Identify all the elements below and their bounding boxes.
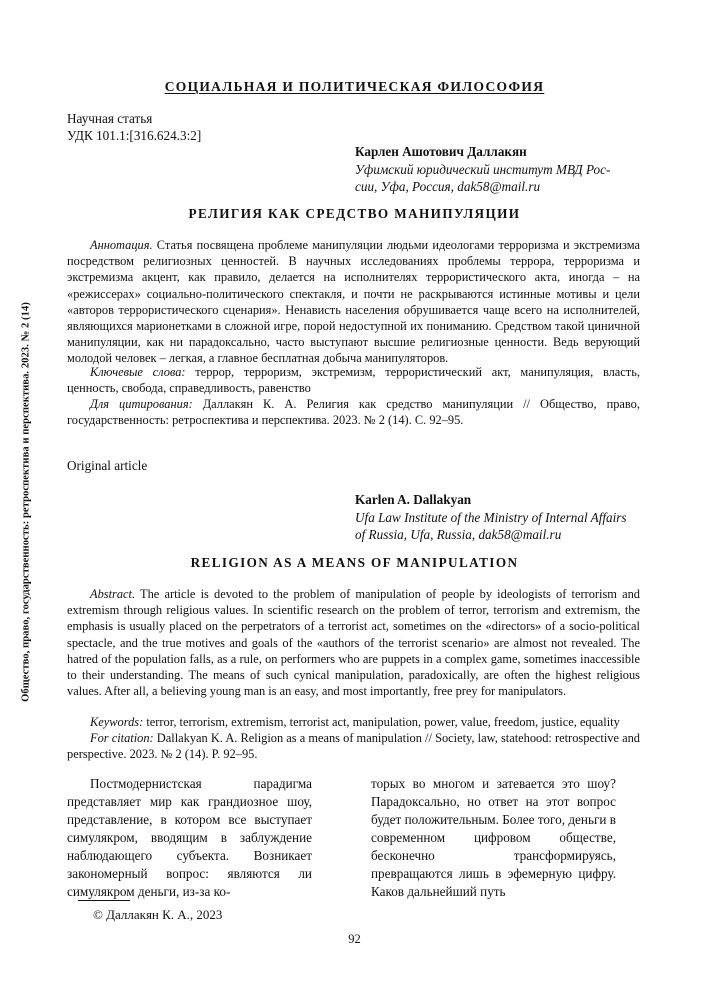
section-heading: СОЦИАЛЬНАЯ И ПОЛИТИЧЕСКАЯ ФИЛОСОФИЯ [164,79,545,94]
ru-article-title: РЕЛИГИЯ КАК СРЕДСТВО МАНИПУЛЯЦИИ [188,206,521,221]
en-keywords [67,714,640,730]
copyright-footnote: © Даллакян К. А., 2023 [93,907,223,922]
ru-meta [67,110,201,144]
en-article-type: Original article [67,458,148,473]
en-abstract-label: Abstract. [90,587,136,601]
en-citation-text: Dallakyan K. A. Religion as a means of manipulation // Society, law, statehood: retrospective and perspective. 2023. № 2 (14). P. 92–95. [67,731,640,762]
en-keywords-label: Keywords: [90,715,144,729]
en-author-name: Karlen A. Dallakyan [355,492,472,507]
ru-abstract [67,237,640,367]
page-number: 92 [348,932,361,946]
en-keywords-text: terror, terrorism, extremism, terrorist act, manipulation, power, value, freedom, justice, equality [143,715,620,729]
en-citation [67,730,640,762]
ru-affiliation-line-1: Уфимский юридический институт МВД Рос- [355,161,611,177]
en-affiliation-line-1: Ufa Law Institute of the Ministry of Internal Affairs [355,509,627,525]
ru-citation-text: Даллакян К. А. Религия как средство манипуляции // Общество, право, государственность: ретроспектива и перспектива. 2023. № 2 (14). С. 92–95. [67,397,640,428]
footnote-rule [78,900,130,901]
body-column-2: торых во многом и затевается это шоу? Парадоксально, но ответ на этот вопрос будет положительным. Более того, деньги в современном цифровом обществе, бесконечно трансформируясь, превращаются лишь в эфемерную цифру. Каков дальнейший путь [371,776,616,899]
en-citation-label: For citation: [90,731,154,745]
ru-abstract-label: Аннотация. [90,238,153,252]
ru-author-block [355,143,655,196]
ru-keywords-text: террор, терроризм, экстремизм, террористический акт, манипуляция, власть, ценность, свобода, справедливость, равенство [67,365,640,396]
running-title: Общество, право, государственность: ретроспектива и перспектива. 2023. № 2 (14) [20,302,32,702]
body-column-1: Постмодернистская парадигма представляет мир как грандиозное шоу, представление, в котором все выступает симулякром, вводящим в заблуждение наблюдающего субъекта. Возникает закономерный вопрос: являются ли симулякром деньги, из-за ко- [67,776,312,899]
ru-article-type: Научная статья [67,111,153,126]
en-affiliation-line-2: of Russia, Ufa, Russia, dak58@mail.ru [355,527,562,542]
ru-citation-label: Для цитирования: [90,397,193,411]
en-abstract-text: The article is devoted to the problem of manipulation of people by ideologists of terrorism and extremism through religious values. In scientific research on the problem of terror, terrorism and extremism, the emphasis is usually placed on the perpetrators of a terrorist act, sometimes on the «directors» of a socio-political spectacle, and the true motives and goals of the «authors of the terrorist scenario» are almost not revealed. The hatred of the population falls, as a rule, on performers who are puppets in a complex game, sometimes inaccessible to their understanding. The means of such cynical manipulation, paradoxically, are often the highest religious values. After all, a believing young man is an easy, and most importantly, free prey for manipulators. [67,587,640,699]
en-author-block [355,491,655,544]
ru-keywords [67,364,640,396]
ru-author-name: Карлен Ашотович Даллакян [355,144,527,159]
ru-udc: УДК 101.1:[316.624.3:2] [67,128,202,143]
en-abstract [67,586,640,699]
ru-affiliation-line-2: сии, Уфа, Россия, dak58@mail.ru [355,179,541,194]
ru-abstract-text: Статья посвящена проблеме манипуляции людьми идеологами терроризма и экстремизма посредством религиозных ценностей. В научных исследованиях проблемы террора, терроризма и экстремизма акцент, как правило, делается на исполнителях террористического акта, иногда – на «режиссерах» социально-политического спектакля, и почти не раскрываются истинные мотивы и цели «авторов террористического сценария». Ненависть населения обрушивается чаще всего на исполнителей, являющихся марионетками в сложной игре, порой недоступной их пониманию. Средством такой циничной манипуляции, как ни парадоксально, часто выступают высшие религиозные ценности. Ведь верующий молодой человек – легкая, а главное бесплатная добыча манипуляторов. [67,238,640,366]
ru-citation [67,396,640,428]
en-article-title: RELIGION AS A MEANS OF MANIPULATION [190,555,519,570]
ru-keywords-label: Ключевые слова: [90,365,186,379]
